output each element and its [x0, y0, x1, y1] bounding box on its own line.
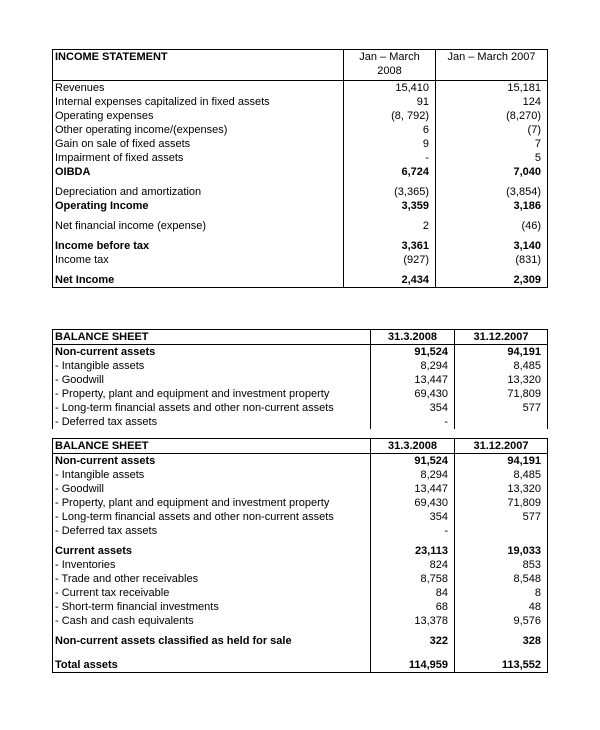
table-row: Income before tax 3,361 3,140	[53, 239, 548, 253]
table-header: BALANCE SHEET 31.3.2008 31.12.2007	[53, 330, 548, 345]
header-col1: Jan – March 2008	[344, 50, 436, 81]
table-row: Internal expenses capitalized in fixed assets 91 124	[53, 95, 548, 109]
table-row: Non-current assets 91,524 94,191	[53, 345, 548, 360]
balance-sheet-table	[52, 329, 548, 429]
table-row: Net Income 2,434 2,309	[53, 273, 548, 288]
table-row: Gain on sale of fixed assets 9 7	[53, 137, 548, 151]
table-row: - Short-term financial investments 68 48	[53, 600, 548, 614]
header-col2: Jan – March 2007	[436, 50, 548, 81]
table-row: Operating expenses (8, 792) (8,270)	[53, 109, 548, 123]
table-row: Other operating income/(expenses) 6 (7)	[53, 123, 548, 137]
table-row: - Property, plant and equipment and investment property 69,430 71,809	[53, 387, 548, 401]
table-row: Revenues 15,410 15,181	[53, 81, 548, 96]
table-row: - Deferred tax assets -	[53, 415, 548, 429]
table-row: Operating Income 3,359 3,186	[53, 199, 548, 219]
table-row: - Intangible assets 8,294 8,485	[53, 359, 548, 373]
table-header	[53, 50, 548, 81]
table-row: Total assets 114,959 113,552	[53, 658, 548, 673]
table-row: Income tax (927) (831)	[53, 253, 548, 273]
table-row: - Goodwill 13,447 13,320	[53, 373, 548, 387]
header-label: INCOME STATEMENT	[53, 50, 344, 81]
table-row: - Long-term financial assets and other non-current assets 354 577	[53, 510, 548, 524]
table-row: - Trade and other receivables 8,758 8,548	[53, 572, 548, 586]
table-header: BALANCE SHEET 31.3.2008 31.12.2007	[53, 439, 548, 454]
table-row: - Long-term financial assets and other non-current assets 354 577	[53, 401, 548, 415]
table-row: Non-current assets classified as held for sale 322 328	[53, 634, 548, 658]
table-row: - Deferred tax assets -	[53, 524, 548, 544]
table-row: - Inventories 824 853	[53, 558, 548, 572]
table-row: Depreciation and amortization (3,365) (3,854)	[53, 185, 548, 199]
table-row: Non-current assets 91,524 94,191	[53, 454, 548, 469]
table-row: - Property, plant and equipment and investment property 69,430 71,809	[53, 496, 548, 510]
table-row: - Cash and cash equivalents 13,378 9,576	[53, 614, 548, 634]
table-row: Net financial income (expense) 2 (46)	[53, 219, 548, 239]
table-row: Impairment of fixed assets - 5	[53, 151, 548, 165]
balance-sheet-table-full	[52, 438, 548, 673]
table-row: - Goodwill 13,447 13,320	[53, 482, 548, 496]
table-row: OIBDA 6,724 7,040	[53, 165, 548, 185]
table-row: - Current tax receivable 84 8	[53, 586, 548, 600]
table-row: - Intangible assets 8,294 8,485	[53, 468, 548, 482]
income-statement-table	[52, 49, 548, 288]
table-row: Current assets 23,113 19,033	[53, 544, 548, 558]
